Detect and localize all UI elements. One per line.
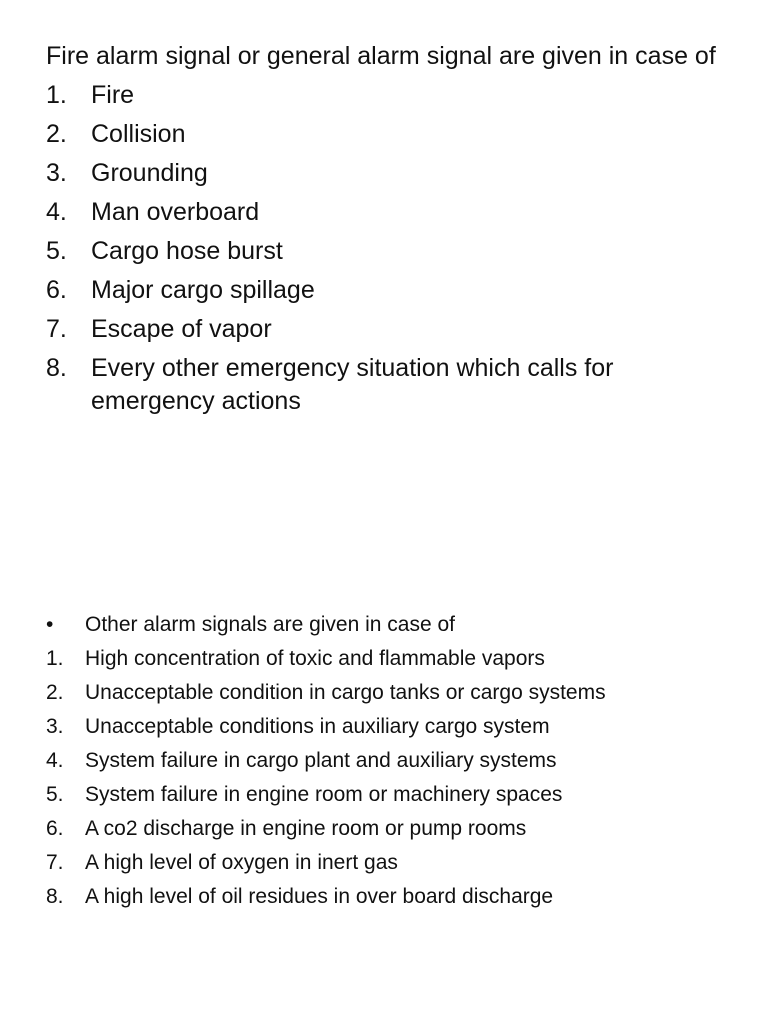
list-number: 1. (46, 81, 67, 109)
list-number: 3. (46, 715, 64, 738)
list-text: Every other emergency situation which calls for emergency actions (91, 354, 614, 415)
list-item (46, 848, 736, 878)
list-number: 5. (46, 237, 67, 265)
list-text: Collision (91, 120, 186, 148)
list-item (46, 118, 736, 151)
other-alarm-intro (46, 610, 736, 640)
list-number: 8. (46, 885, 64, 908)
list-number: 6. (46, 276, 67, 304)
list-number: 2. (46, 120, 67, 148)
list-item (46, 79, 736, 112)
list-text: A high level of oil residues in over board discharge (85, 885, 554, 908)
list-item (46, 746, 736, 776)
other-alarm-list (46, 610, 736, 912)
list-number: 3. (46, 159, 67, 187)
list-number: 6. (46, 817, 64, 840)
list-item (46, 712, 736, 742)
list-text: A high level of oxygen in inert gas (85, 851, 398, 874)
list-text: System failure in engine room or machinery spaces (85, 783, 563, 806)
list-text: High concentration of toxic and flammable vapors (85, 647, 545, 670)
list-text: Unacceptable condition in cargo tanks or cargo systems (85, 681, 606, 704)
list-item (46, 780, 736, 810)
list-text: Man overboard (91, 198, 260, 226)
list-text: Escape of vapor (91, 315, 272, 343)
emergency-alarm-section (46, 40, 736, 418)
intro-text: Other alarm signals are given in case of (85, 613, 456, 636)
other-alarm-section (46, 610, 736, 912)
list-item (46, 644, 736, 674)
list-text: Cargo hose burst (91, 237, 283, 265)
emergency-alarm-list (46, 79, 736, 418)
list-number: 4. (46, 749, 64, 772)
list-number: 2. (46, 681, 64, 704)
list-number: 1. (46, 647, 64, 670)
list-text: A co2 discharge in engine room or pump rooms (85, 817, 527, 840)
list-item (46, 313, 736, 346)
list-item (46, 274, 736, 307)
bullet-marker: • (46, 613, 54, 636)
list-item (46, 882, 736, 912)
list-number: 8. (46, 354, 67, 382)
list-item (46, 352, 736, 418)
list-item (46, 157, 736, 190)
list-item (46, 235, 736, 268)
list-text: Grounding (91, 159, 208, 187)
list-text: Fire (91, 81, 135, 109)
emergency-alarm-intro: Fire alarm signal or general alarm signal are given in case of (46, 42, 716, 70)
list-number: 4. (46, 198, 67, 226)
list-text: Major cargo spillage (91, 276, 315, 304)
list-item (46, 678, 736, 708)
list-text: Unacceptable conditions in auxiliary cargo system (85, 715, 550, 738)
list-number: 5. (46, 783, 64, 806)
list-number: 7. (46, 851, 64, 874)
list-text: System failure in cargo plant and auxiliary systems (85, 749, 557, 772)
list-number: 7. (46, 315, 67, 343)
list-item (46, 196, 736, 229)
list-item (46, 814, 736, 844)
